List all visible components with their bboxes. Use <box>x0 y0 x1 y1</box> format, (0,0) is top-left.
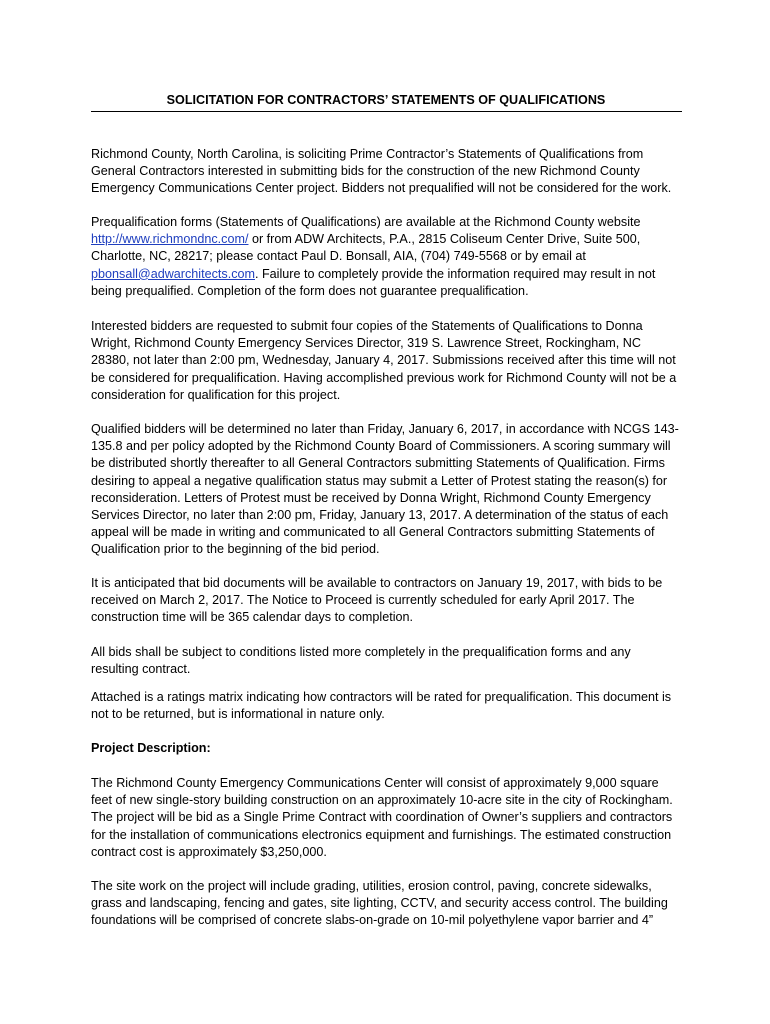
website-link[interactable]: http://www.richmondnc.com/ <box>91 232 249 247</box>
project-description-heading: Project Description: <box>91 741 211 755</box>
text-line: 135.8 and per policy adopted by the Richmond County Board of Commissioners. A scoring summary will <box>91 439 671 454</box>
text-line: be distributed shortly thereafter to all General Contractors submitting Statements of Qualification. Firms <box>91 456 665 471</box>
paragraph-intro <box>91 146 691 198</box>
text-line: be considered for prequalification. Having accomplished previous work for Richmond County will not be a <box>91 370 677 385</box>
text-line: Qualified bidders will be determined no later than Friday, January 6, 2017, in accordance with NCGS 143- <box>91 422 679 436</box>
text-line: Richmond County, North Carolina, is soliciting Prime Contractor’s Statements of Qualifications from <box>91 147 644 161</box>
text-line: Attached is a ratings matrix indicating how contractors will be rated for prequalification. This document is <box>91 690 672 704</box>
text-line: foundations will be comprised of concrete slabs-on-grade on 10-mil polyethylene vapor barrier and 4” <box>91 913 654 928</box>
text-line: General Contractors interested in submitting bids for the construction of the new Richmond County <box>91 164 640 179</box>
title-underline <box>91 111 682 112</box>
text-fragment: or from ADW Architects, P.A., 2815 Coliseum Center Drive, Suite 500, <box>248 232 641 247</box>
text-line: Emergency Communications Center project. Bidders not prequalified will not be considered for the work. <box>91 181 672 196</box>
paragraph-site-work <box>91 878 691 930</box>
text-line: reconsideration. Letters of Protest must be received by Donna Wright, Richmond County Emergency <box>91 490 651 505</box>
paragraph-schedule <box>91 575 691 627</box>
paragraph-project-overview <box>91 775 691 861</box>
text-line: Interested bidders are requested to submit four copies of the Statements of Qualifications to Donna <box>91 319 643 333</box>
text-line: resulting contract. <box>91 662 191 677</box>
text-line: consideration for qualification for this project. <box>91 387 341 402</box>
text-line: received on March 2, 2017. The Notice to Proceed is currently scheduled for early April 2017. The <box>91 593 635 608</box>
text-line <box>91 266 691 283</box>
text-line: desiring to appeal a negative qualification status may submit a Letter of Protest stating the reason(s) for <box>91 473 668 488</box>
text-line: All bids shall be subject to conditions listed more completely in the prequalification forms and any <box>91 645 631 659</box>
text-line: 28380, not later than 2:00 pm, Wednesday, January 4, 2017. Submissions received after this time will not <box>91 353 676 368</box>
text-line: Charlotte, NC, 28217; please contact Paul D. Bonsall, AIA, (704) 749-5568 or by email at <box>91 249 586 264</box>
text-line: contract cost is approximately $3,250,000. <box>91 844 327 859</box>
text-line: Wright, Richmond County Emergency Services Director, 319 S. Lawrence Street, Rockingham, NC <box>91 336 641 351</box>
text-line: The project will be bid as a Single Prime Contract with coordination of Owner’s suppliers and contractors <box>91 810 673 825</box>
document-title: SOLICITATION FOR CONTRACTORS’ STATEMENTS OF QUALIFICATIONS <box>166 93 606 107</box>
text-line: appeal will be made in writing and communicated to all General Contractors submitting Statements of <box>91 525 655 540</box>
text-line: Prequalification forms (Statements of Qualifications) are available at the Richmond County website <box>91 215 641 229</box>
text-line: The site work on the project will include grading, utilities, erosion control, paving, concrete sidewalks, <box>91 879 652 893</box>
paragraph-conditions <box>91 644 691 678</box>
text-line: Services Director, no later than 2:00 pm, Friday, January 13, 2017. A determination of the status of each <box>91 508 669 523</box>
text-fragment: . Failure to completely provide the information required may result in not <box>254 266 656 281</box>
text-line: The Richmond County Emergency Communications Center will consist of approximately 9,000 square <box>91 776 659 790</box>
text-line: for the installation of communications electronics equipment and furnishings. The estimated construction <box>91 827 672 842</box>
text-line: It is anticipated that bid documents will be available to contractors on January 19, 2017, with bids to be <box>91 576 663 590</box>
paragraph-prequalification-forms <box>91 214 691 300</box>
text-line: being prequalified. Completion of the form does not guarantee prequalification. <box>91 283 529 298</box>
paragraph-ratings-matrix <box>91 689 691 723</box>
paragraph-qualified-bidders <box>91 421 691 559</box>
text-line: grass and landscaping, fencing and gates, site lighting, CCTV, and security access control. The building <box>91 896 668 911</box>
email-link[interactable]: pbonsall@adwarchitects.com <box>91 266 255 281</box>
text-line: Qualification prior to the beginning of the bid period. <box>91 542 380 557</box>
text-line <box>91 231 691 248</box>
text-line: feet of new single-story building construction on an approximately 10-acre site in the city of Rockingham. <box>91 793 673 808</box>
text-line: not to be returned, but is informational in nature only. <box>91 707 385 722</box>
text-line: construction time will be 365 calendar days to completion. <box>91 610 414 625</box>
paragraph-submission <box>91 318 691 404</box>
